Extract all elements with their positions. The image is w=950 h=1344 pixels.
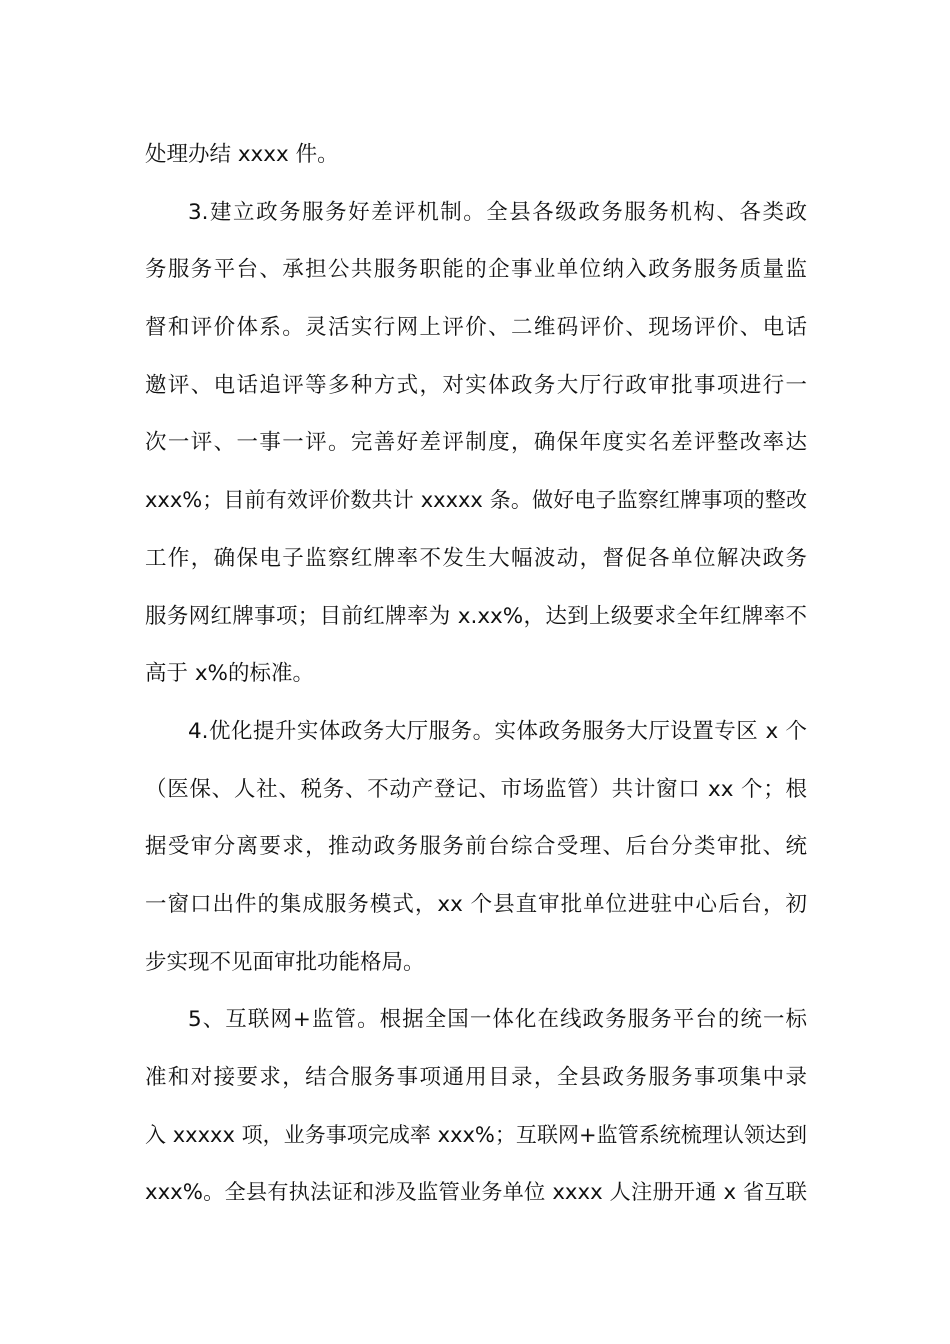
text-line: 入 xxxxx 项，业务事项完成率 xxx%；互联网+监管系统梳理认领达到	[145, 1122, 807, 1147]
text-line: 督和评价体系。灵活实行网上评价、二维码评价、现场评价、电话	[145, 315, 807, 341]
text-line: 据受审分离要求，推动政务服务前台综合受理、后台分类审批、统	[145, 834, 807, 860]
document-body	[145, 126, 807, 1222]
text-line: 处理办结 xxxx 件。	[145, 142, 339, 167]
text-line: 次一评、一事一评。完善好差评制度，确保年度实名差评整改率达	[145, 430, 807, 456]
text-line: 5、互联网+监管。根据全国一体化在线政务服务平台的统一标	[188, 1007, 807, 1033]
text-line: 工作，确保电子监察红牌率不发生大幅波动，督促各单位解决政务	[145, 545, 807, 571]
text-line: 务服务平台、承担公共服务职能的企事业单位纳入政务服务质量监	[145, 257, 807, 283]
text-line: xxx%；目前有效评价数共计 xxxxx 条。做好电子监察红牌事项的整改	[145, 488, 807, 513]
text-line: 邀评、电话追评等多种方式，对实体政务大厅行政审批事项进行一	[145, 372, 807, 398]
text-line: （医保、人社、税务、不动产登记、市场监管）共计窗口 xx 个；根	[145, 776, 807, 802]
text-line: 服务网红牌事项；目前红牌率为 x.xx%，达到上级要求全年红牌率不	[145, 603, 807, 629]
text-line: 4.优化提升实体政务大厅服务。实体政务服务大厅设置专区 x 个	[188, 718, 807, 744]
text-line: 3.建立政务服务好差评机制。全县各级政务服务机构、各类政	[188, 199, 807, 225]
text-line: 一窗口出件的集成服务模式，xx 个县直审批单位进驻中心后台，初	[145, 891, 807, 917]
text-line: 步实现不见面审批功能格局。	[145, 949, 425, 975]
text-line: 高于 x%的标准。	[145, 661, 314, 687]
text-line: xxx%。全县有执法证和涉及监管业务单位 xxxx 人注册开通 x 省互联	[145, 1180, 807, 1206]
text-line: 准和对接要求，结合服务事项通用目录，全县政务服务事项集中录	[145, 1065, 807, 1090]
